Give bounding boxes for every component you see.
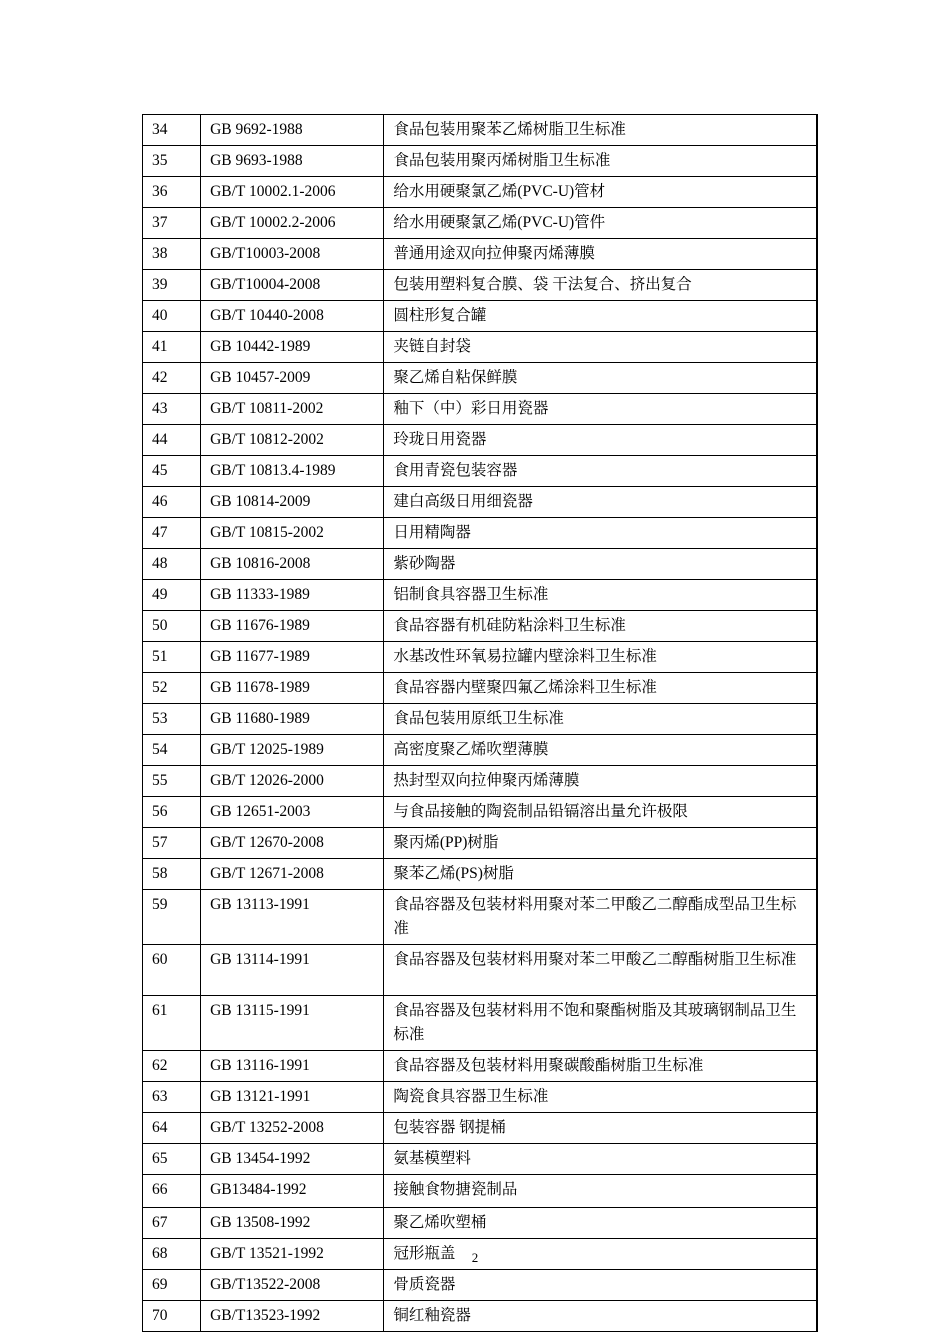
standard-code-cell: GB 11678-1989 [201,673,384,704]
standards-table [142,114,818,1332]
standard-code-cell: GB/T 10002.2-2006 [201,208,384,239]
standard-title-cell: 圆柱形复合罐 [384,301,818,332]
row-number-cell: 68 [143,1239,201,1270]
table-row [143,332,818,363]
row-number-cell: 44 [143,425,201,456]
standard-title-cell: 食品包装用原纸卫生标准 [384,704,818,735]
standard-title-cell: 铜红釉瓷器 [384,1301,818,1332]
standard-title-cell: 普通用途双向拉伸聚丙烯薄膜 [384,239,818,270]
table-row [143,797,818,828]
standard-title-cell: 食品容器及包装材料用聚对苯二甲酸乙二醇酯树脂卫生标准 [384,945,818,996]
standard-code-cell: GB/T 12671-2008 [201,859,384,890]
table-row [143,518,818,549]
row-number-cell: 37 [143,208,201,239]
table-row [143,1144,818,1175]
standard-code-cell: GB 12651-2003 [201,797,384,828]
row-number-cell: 61 [143,996,201,1051]
standard-title-cell: 骨质瓷器 [384,1270,818,1301]
standard-code-cell: GB/T13522-2008 [201,1270,384,1301]
row-number-cell: 46 [143,487,201,518]
standard-code-cell: GB/T 10813.4-1989 [201,456,384,487]
table-row [143,549,818,580]
table-row [143,828,818,859]
table-row [143,301,818,332]
standard-code-cell: GB/T 10440-2008 [201,301,384,332]
standard-title-cell: 玲珑日用瓷器 [384,425,818,456]
table-row [143,766,818,797]
standard-title-cell: 食品容器内壁聚四氟乙烯涂料卫生标准 [384,673,818,704]
standard-code-cell: GB 13116-1991 [201,1051,384,1082]
row-number-cell: 43 [143,394,201,425]
row-number-cell: 63 [143,1082,201,1113]
table-row [143,611,818,642]
standard-code-cell: GB/T10004-2008 [201,270,384,301]
standard-code-cell: GB13484-1992 [201,1175,384,1208]
standard-code-cell: GB 13114-1991 [201,945,384,996]
table-row [143,1113,818,1144]
standard-title-cell: 釉下（中）彩日用瓷器 [384,394,818,425]
table-row [143,394,818,425]
standard-code-cell: GB 10816-2008 [201,549,384,580]
row-number-cell: 51 [143,642,201,673]
standard-title-cell: 冠形瓶盖 [384,1239,818,1270]
table-row [143,456,818,487]
standard-code-cell: GB/T 10815-2002 [201,518,384,549]
row-number-cell: 52 [143,673,201,704]
standard-code-cell: GB/T 12025-1989 [201,735,384,766]
standard-title-cell: 接触食物搪瓷制品 [384,1175,818,1208]
standard-code-cell: GB/T 13252-2008 [201,1113,384,1144]
standard-code-cell: GB 11677-1989 [201,642,384,673]
standard-code-cell: GB/T 10812-2002 [201,425,384,456]
page-number: 2 [471,1250,479,1265]
standard-title-cell: 陶瓷食具容器卫生标准 [384,1082,818,1113]
row-number-cell: 36 [143,177,201,208]
table-row [143,1208,818,1239]
standard-code-cell: GB 11333-1989 [201,580,384,611]
standard-title-cell: 给水用硬聚氯乙烯(PVC-U)管件 [384,208,818,239]
row-number-cell: 35 [143,146,201,177]
standard-title-cell: 与食品接触的陶瓷制品铅镉溶出量允许极限 [384,797,818,828]
table-row [143,1270,818,1301]
table-row [143,642,818,673]
standard-title-cell: 夹链自封袋 [384,332,818,363]
standard-code-cell: GB 11676-1989 [201,611,384,642]
standard-code-cell: GB 10457-2009 [201,363,384,394]
standard-code-cell: GB/T10003-2008 [201,239,384,270]
standard-code-cell: GB 13508-1992 [201,1208,384,1239]
standard-code-cell: GB/T 12670-2008 [201,828,384,859]
standard-title-cell: 日用精陶器 [384,518,818,549]
row-number-cell: 70 [143,1301,201,1332]
table-row [143,859,818,890]
standard-code-cell: GB/T 12026-2000 [201,766,384,797]
table-row [143,270,818,301]
row-number-cell: 53 [143,704,201,735]
standard-title-cell: 聚丙烯(PP)树脂 [384,828,818,859]
table-row [143,945,818,996]
row-number-cell: 49 [143,580,201,611]
table-row [143,1301,818,1332]
row-number-cell: 57 [143,828,201,859]
standard-code-cell: GB 9693-1988 [201,146,384,177]
row-number-cell: 42 [143,363,201,394]
row-number-cell: 41 [143,332,201,363]
table-row [143,425,818,456]
standard-title-cell: 食品容器及包装材料用不饱和聚酯树脂及其玻璃钢制品卫生标准 [384,996,818,1051]
row-number-cell: 62 [143,1051,201,1082]
standard-title-cell: 聚苯乙烯(PS)树脂 [384,859,818,890]
row-number-cell: 58 [143,859,201,890]
standard-title-cell: 铝制食具容器卫生标准 [384,580,818,611]
table-row [143,580,818,611]
standard-title-cell: 聚乙烯吹塑桶 [384,1208,818,1239]
row-number-cell: 69 [143,1270,201,1301]
row-number-cell: 40 [143,301,201,332]
standard-code-cell: GB 13115-1991 [201,996,384,1051]
standard-title-cell: 紫砂陶器 [384,549,818,580]
row-number-cell: 54 [143,735,201,766]
standard-code-cell: GB 10814-2009 [201,487,384,518]
standard-code-cell: GB 10442-1989 [201,332,384,363]
table-row [143,363,818,394]
standard-title-cell: 包装容器 钢提桶 [384,1113,818,1144]
table-row [143,146,818,177]
row-number-cell: 39 [143,270,201,301]
standard-code-cell: GB 11680-1989 [201,704,384,735]
table-row [143,735,818,766]
standard-code-cell: GB/T13523-1992 [201,1301,384,1332]
row-number-cell: 60 [143,945,201,996]
standard-title-cell: 聚乙烯自粘保鲜膜 [384,363,818,394]
standard-title-cell: 食品容器及包装材料用聚碳酸酯树脂卫生标准 [384,1051,818,1082]
standards-table-body [143,115,818,1332]
table-row [143,177,818,208]
table-row [143,704,818,735]
standard-code-cell: GB 13113-1991 [201,890,384,945]
row-number-cell: 45 [143,456,201,487]
row-number-cell: 55 [143,766,201,797]
row-number-cell: 65 [143,1144,201,1175]
row-number-cell: 50 [143,611,201,642]
standard-code-cell: GB/T 13521-1992 [201,1239,384,1270]
row-number-cell: 67 [143,1208,201,1239]
standard-code-cell: GB 13121-1991 [201,1082,384,1113]
row-number-cell: 47 [143,518,201,549]
table-row [143,1175,818,1208]
table-row [143,890,818,945]
row-number-cell: 34 [143,115,201,146]
standard-title-cell: 食品容器有机硅防粘涂料卫生标准 [384,611,818,642]
table-row [143,115,818,146]
standard-code-cell: GB 13454-1992 [201,1144,384,1175]
row-number-cell: 48 [143,549,201,580]
row-number-cell: 64 [143,1113,201,1144]
row-number-cell: 66 [143,1175,201,1208]
standard-title-cell: 食品包装用聚丙烯树脂卫生标准 [384,146,818,177]
table-row [143,996,818,1051]
standard-title-cell: 氨基模塑料 [384,1144,818,1175]
standard-title-cell: 水基改性环氧易拉罐内壁涂料卫生标准 [384,642,818,673]
standard-title-cell: 食品包装用聚苯乙烯树脂卫生标准 [384,115,818,146]
row-number-cell: 38 [143,239,201,270]
table-row [143,1051,818,1082]
row-number-cell: 56 [143,797,201,828]
table-row [143,208,818,239]
standard-title-cell: 建白高级日用细瓷器 [384,487,818,518]
standard-code-cell: GB/T 10002.1-2006 [201,177,384,208]
standard-code-cell: GB 9692-1988 [201,115,384,146]
table-row [143,673,818,704]
table-row [143,487,818,518]
standard-code-cell: GB/T 10811-2002 [201,394,384,425]
standard-title-cell: 包装用塑料复合膜、袋 干法复合、挤出复合 [384,270,818,301]
standard-title-cell: 热封型双向拉伸聚丙烯薄膜 [384,766,818,797]
standard-title-cell: 给水用硬聚氯乙烯(PVC-U)管材 [384,177,818,208]
standard-title-cell: 高密度聚乙烯吹塑薄膜 [384,735,818,766]
standard-title-cell: 食品容器及包装材料用聚对苯二甲酸乙二醇酯成型品卫生标准 [384,890,818,945]
row-number-cell: 59 [143,890,201,945]
table-row [143,1082,818,1113]
table-row [143,239,818,270]
standard-title-cell: 食用青瓷包装容器 [384,456,818,487]
